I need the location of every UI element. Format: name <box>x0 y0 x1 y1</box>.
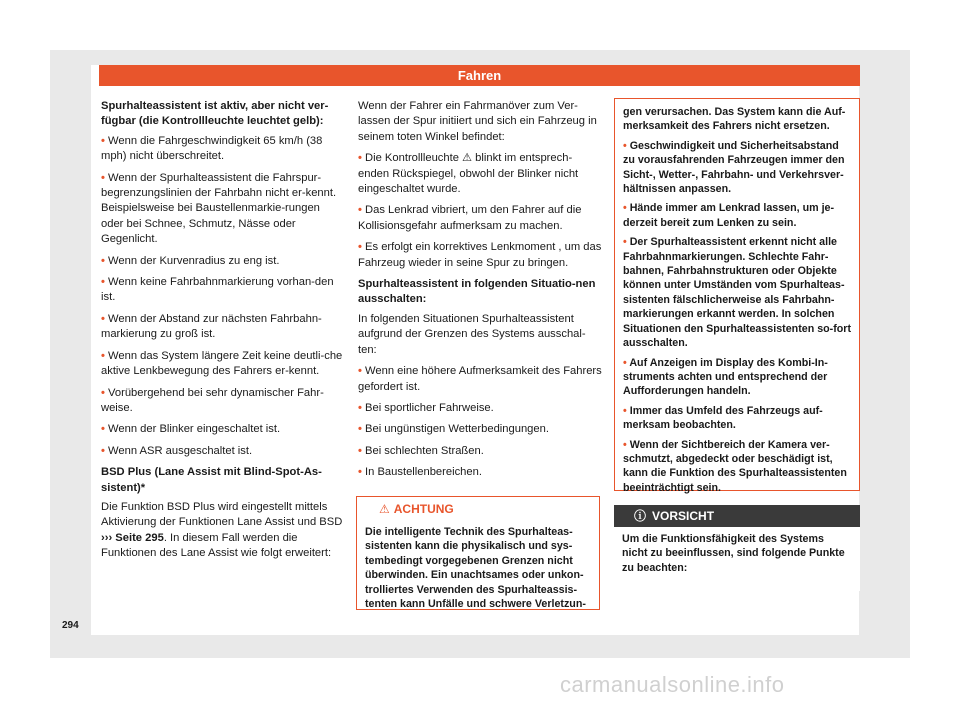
warning-continuation-intro: gen verursachen. Das System kann die Auf-merksamkeit des Fahrers nicht ersetzen. <box>623 106 846 133</box>
list-item: • Wenn der Kurvenradius zu eng ist. <box>101 254 344 269</box>
paragraph-text: . In diesem Fall werden die Funktionen des Lane Assist wie folgt erweitert: <box>101 531 332 560</box>
list-item: • Wenn keine Fahrbahnmarkierung vorhan-den ist. <box>101 275 344 306</box>
paragraph-text: Die Funktion BSD Plus wird eingestellt mittels Aktivierung der Funktionen Lane Assist und BSD <box>101 500 343 529</box>
list-item: • Wenn ASR ausgeschaltet ist. <box>101 444 344 459</box>
warning-header <box>357 497 599 521</box>
heading-lane-assist-unavailable: Spurhalteassistent ist aktiv, aber nicht ver-fügbar (die Kontrollleuchte leuchtet gelb): <box>101 100 329 128</box>
warning-continuation-box <box>614 98 860 494</box>
list-item: • Immer das Umfeld des Fahrzeugs auf-merksam beobachten. <box>623 404 852 433</box>
list-item: • Es erfolgt ein korrektives Lenkmoment , um das Fahrzeug wieder in seine Spur zu bringen. <box>358 240 603 271</box>
list-item: • Wenn der Spurhalteassistent die Fahrspur-begrenzungslinien der Fahrbahn nicht er-kennt. Beispielsweise bei Baustellenmarkie-rungen oder bei Schnee, Schmutz, Nässe oder Gegenlicht. <box>101 171 344 248</box>
list-item: • Vorübergehend bei sehr dynamischer Fahr-weise. <box>101 386 344 417</box>
caution-body: Um die Funktionsfähigkeit des Systems nicht zu beeinflussen, sind folgende Punkte zu beachten: <box>622 533 845 574</box>
list-item: • Wenn die Fahrgeschwindigkeit 65 km/h (38 mph) nicht überschreitet. <box>101 134 344 165</box>
paragraph-intro: Wenn der Fahrer ein Fahrmanöver zum Ver-lassen der Spur initiiert und sich ein Fahrzeug in seinem toten Winkel befindet: <box>358 100 597 143</box>
list-item: • Wenn der Abstand zur nächsten Fahrbahn-markierung zu groß ist. <box>101 312 344 343</box>
caution-title: VORSICHT <box>652 509 715 523</box>
list-item: • Bei sportlicher Fahrweise. <box>358 401 603 416</box>
page-number: 294 <box>62 620 79 631</box>
warning-title: ACHTUNG <box>393 502 454 516</box>
list-item: • In Baustellenbereichen. <box>358 465 603 480</box>
list-item: • Hände immer am Lenkrad lassen, um je-derzeit bereit zum Lenken zu sein. <box>623 201 852 230</box>
page-reference-link[interactable]: ››› Seite 295 <box>101 531 164 544</box>
warning-body: Die intelligente Technik des Spurhalteas-sistenten kann die physikalisch und sys-tembedingt vorgegebenen Grenzen nicht überwinden. Ein unachtsames oder unkon-trolliertes Verwenden des Spurhalteassis-tenten kann Unfälle und schwere Verletzun- <box>365 526 586 611</box>
list-item: • Der Spurhalteassistent erkennt nicht alle Fahrbahnmarkierungen. Schlechte Fahr-bahnen, Fahrbahnstrukturen oder Objekte können unter Umständen vom Spurhalteas-sistenten fälschlicherweise als Fahrbahn-markierungen erkannt werden. In solchen Situationen den Spurhalteassistenten so-fort ausschalten. <box>623 235 852 350</box>
paragraph-switch-off: In folgenden Situationen Spurhalteassistent aufgrund der Grenzen des Systems ausschal-ten: <box>358 312 586 356</box>
list-item: • Wenn der Blinker eingeschaltet ist. <box>101 422 344 437</box>
heading-switch-off: Spurhalteassistent in folgenden Situatio-nen ausschalten: <box>358 278 596 306</box>
list-item: • Bei schlechten Straßen. <box>358 444 603 459</box>
column-left <box>101 99 344 568</box>
list-item: • Wenn eine höhere Aufmerksamkeit des Fahrers gefordert ist. <box>358 364 603 395</box>
paragraph-bsd-plus <box>101 500 344 562</box>
list-item: • Geschwindigkeit und Sicherheitsabstand zu vorausfahrenden Fahrzeugen immer den Sicht-, Wetter-, Fahrbahn- und Verkehrsver-hältnissen anpassen. <box>623 139 852 197</box>
caution-header <box>614 505 860 527</box>
caution-box <box>614 505 860 591</box>
section-header: Fahren <box>99 65 860 86</box>
list-item: • Wenn der Sichtbereich der Kamera ver-schmutzt, abgedeckt oder beschädigt ist, kann die Funktion des Spurhalteassistenten beeinträchtigt sein. <box>623 438 852 496</box>
warning-box <box>356 496 600 610</box>
heading-bsd-plus: BSD Plus (Lane Assist mit Blind-Spot-As-sistent)* <box>101 466 322 494</box>
list-item: • Das Lenkrad vibriert, um den Fahrer auf die Kollisionsgefahr aufmerksam zu machen. <box>358 203 603 234</box>
list-item: • Bei ungünstigen Wetterbedingungen. <box>358 422 603 437</box>
list-item: • Wenn das System längere Zeit keine deutli-che aktive Lenkbewegung des Fahrers er-kennt. <box>101 349 344 380</box>
watermark: carmanualsonline.info <box>560 672 785 697</box>
info-circle-icon: ⓘ <box>634 509 647 523</box>
warning-triangle-icon: ⚠ <box>379 502 390 516</box>
list-item: • Auf Anzeigen im Display des Kombi-In-struments achten und entsprechend der Aufforderungen handeln. <box>623 356 852 399</box>
list-item: • Die Kontrollleuchte ⚠ blinkt im entsprech-enden Rückspiegel, obwohl der Blinker nicht eingeschaltet wurde. <box>358 151 603 197</box>
column-middle <box>358 99 603 487</box>
